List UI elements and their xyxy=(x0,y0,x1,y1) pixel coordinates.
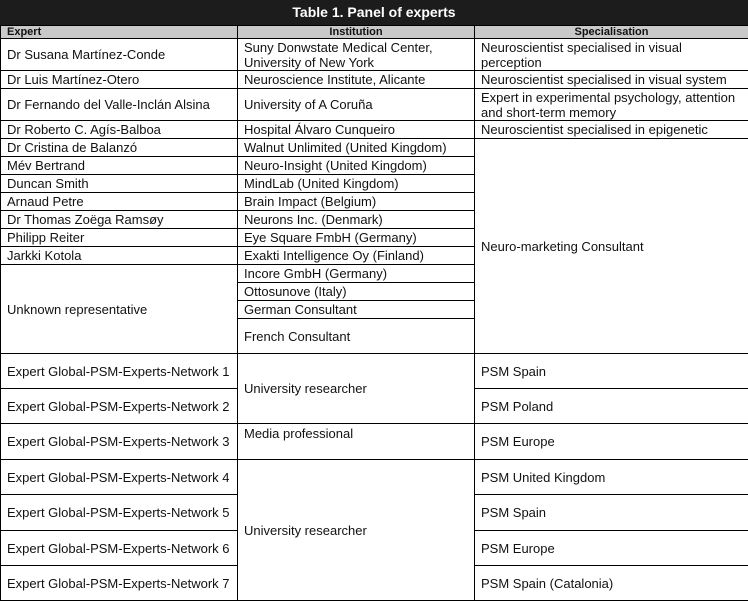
specialisation-cell: PSM Spain xyxy=(475,494,748,530)
specialisation-cell: Neuroscientist specialised in visual system xyxy=(475,70,748,88)
expert-cell: Dr Thomas Zoëga Ramsøy xyxy=(1,210,238,228)
institution-cell: University researcher xyxy=(238,459,475,600)
institution-cell: Media professional xyxy=(238,423,475,459)
expert-cell: Jarkki Kotola xyxy=(1,246,238,264)
institution-cell: Eye Square FmbH (Germany) xyxy=(238,228,475,246)
expert-cell: Expert Global-PSM-Experts-Network 4 xyxy=(1,459,238,494)
specialisation-cell: Neuro-marketing Consultant xyxy=(475,138,748,353)
expert-cell: Expert Global-PSM-Experts-Network 6 xyxy=(1,530,238,565)
institution-cell: MindLab (United Kingdom) xyxy=(238,174,475,192)
specialisation-cell: PSM Poland xyxy=(475,388,748,423)
institution-cell: Neuro-Insight (United Kingdom) xyxy=(238,156,475,174)
expert-cell: Dr Cristina de Balanzó xyxy=(1,138,238,156)
expert-cell: Duncan Smith xyxy=(1,174,238,192)
institution-cell: French Consultant xyxy=(238,318,475,353)
institution-cell: University of A Coruña xyxy=(238,88,475,120)
institution-cell: Hospital Álvaro Cunqueiro xyxy=(238,120,475,138)
institution-cell: Exakti Intelligence Oy (Finland) xyxy=(238,246,475,264)
institution-cell: Brain Impact (Belgium) xyxy=(238,192,475,210)
specialisation-cell: PSM Europe xyxy=(475,423,748,459)
expert-cell: Dr Luis Martínez-Otero xyxy=(1,70,238,88)
header-expert: Expert xyxy=(1,25,238,38)
specialisation-cell: PSM Spain xyxy=(475,353,748,388)
expert-cell: Dr Fernando del Valle-Inclán Alsina xyxy=(1,88,238,120)
expert-cell: Arnaud Petre xyxy=(1,192,238,210)
expert-cell: Expert Global-PSM-Experts-Network 7 xyxy=(1,565,238,600)
expert-cell: Expert Global-PSM-Experts-Network 2 xyxy=(1,388,238,423)
specialisation-cell: PSM United Kingdom xyxy=(475,459,748,494)
expert-cell: Dr Roberto C. Agís-Balboa xyxy=(1,120,238,138)
specialisation-cell: Neuroscientist specialised in epigenetic xyxy=(475,120,748,138)
specialisation-cell: Neuroscientist specialised in visual perception xyxy=(475,38,748,70)
institution-cell: Walnut Unlimited (United Kingdom) xyxy=(238,138,475,156)
expert-cell: Philipp Reiter xyxy=(1,228,238,246)
header-institution: Institution xyxy=(238,25,475,38)
expert-cell: Expert Global-PSM-Experts-Network 1 xyxy=(1,353,238,388)
institution-cell: German Consultant xyxy=(238,300,475,318)
specialisation-cell: PSM Europe xyxy=(475,530,748,565)
institution-cell: Suny Donwstate Medical Center, University of New York xyxy=(238,38,475,70)
expert-cell: Expert Global-PSM-Experts-Network 5 xyxy=(1,494,238,530)
table-title: Table 1. Panel of experts xyxy=(0,0,748,25)
institution-cell: Neuroscience Institute, Alicante xyxy=(238,70,475,88)
institution-cell: University researcher xyxy=(238,353,475,423)
expert-cell: Expert Global-PSM-Experts-Network 3 xyxy=(1,423,238,459)
specialisation-cell: Expert in experimental psychology, attention and short-term memory xyxy=(475,88,748,120)
institution-cell: Incore GmbH (Germany) xyxy=(238,264,475,282)
expert-cell: Unknown representative xyxy=(1,264,238,353)
institution-cell: Ottosunove (Italy) xyxy=(238,282,475,300)
expert-cell: Dr Susana Martínez-Conde xyxy=(1,38,238,70)
table-grid xyxy=(0,25,748,601)
header-specialisation: Specialisation xyxy=(475,25,748,38)
specialisation-cell: PSM Spain (Catalonia) xyxy=(475,565,748,600)
institution-cell: Neurons Inc. (Denmark) xyxy=(238,210,475,228)
expert-cell: Mév Bertrand xyxy=(1,156,238,174)
